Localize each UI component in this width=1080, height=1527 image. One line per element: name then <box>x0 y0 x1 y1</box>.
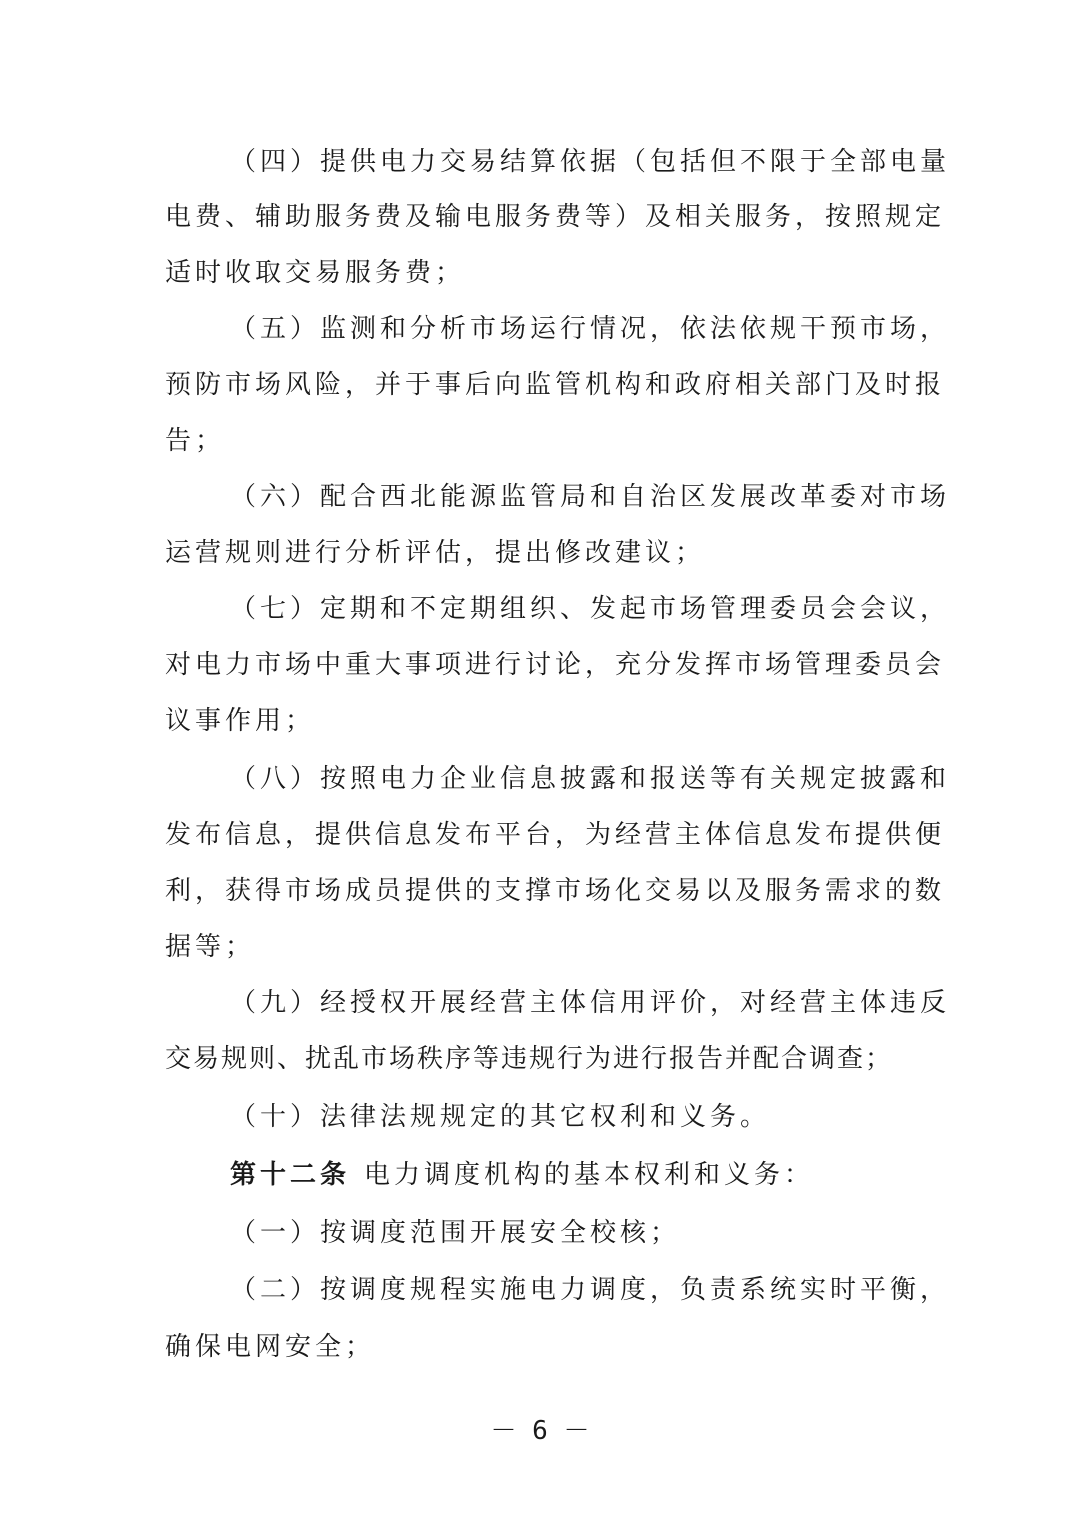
para-5-line-3: 告； <box>165 426 226 456</box>
para-10-line-1: （十）法律法规规定的其它权利和义务。 <box>230 1102 771 1132</box>
para-9-line-1: （九）经授权开展经营主体信用评价，对经营主体违反 <box>230 988 951 1018</box>
para-5-line-1: （五）监测和分析市场运行情况，依法依规干预市场， <box>230 314 951 344</box>
para-8-line-2: 发布信息，提供信息发布平台，为经营主体信息发布提供便 <box>165 820 946 850</box>
para-7-line-2: 对电力市场中重大事项进行讨论，充分发挥市场管理委员会 <box>165 650 946 680</box>
para-6-line-2: 运营规则进行分析评估，提出修改建议； <box>165 538 706 568</box>
para-4-line-2: 电费、辅助服务费及输电服务费等）及相关服务，按照规定 <box>165 202 946 232</box>
para-8-line-3: 利，获得市场成员提供的支撑市场化交易以及服务需求的数 <box>165 876 946 906</box>
article-text: 电力调度机构的基本权利和义务： <box>364 1160 815 1190</box>
para-9-line-2: 交易规则、扰乱市场秩序等违规行为进行报告并配合调查； <box>165 1044 894 1074</box>
item-2-line-1: （二）按调度规程实施电力调度，负责系统实时平衡， <box>230 1275 951 1305</box>
para-8-line-1: （八）按照电力企业信息披露和报送等有关规定披露和 <box>230 764 951 794</box>
article-heading: 第十二条 <box>230 1160 351 1190</box>
para-4-line-3: 适时收取交易服务费； <box>165 258 466 288</box>
page-number: － 6 － <box>490 1416 590 1446</box>
para-4-line-1: （四）提供电力交易结算依据（包括但不限于全部电量 <box>230 147 951 177</box>
para-8-line-4: 据等； <box>165 932 256 962</box>
para-5-line-2: 预防市场风险，并于事后向监管机构和政府相关部门及时报 <box>165 370 946 400</box>
article-12 <box>230 1158 814 1192</box>
para-7-line-1: （七）定期和不定期组织、发起市场管理委员会会议， <box>230 594 951 624</box>
item-1-line-1: （一）按调度范围开展安全校核； <box>230 1218 681 1248</box>
para-6-line-1: （六）配合西北能源监管局和自治区发展改革委对市场 <box>230 482 951 512</box>
item-2-line-2: 确保电网安全； <box>165 1332 376 1362</box>
para-7-line-3: 议事作用； <box>165 706 316 736</box>
